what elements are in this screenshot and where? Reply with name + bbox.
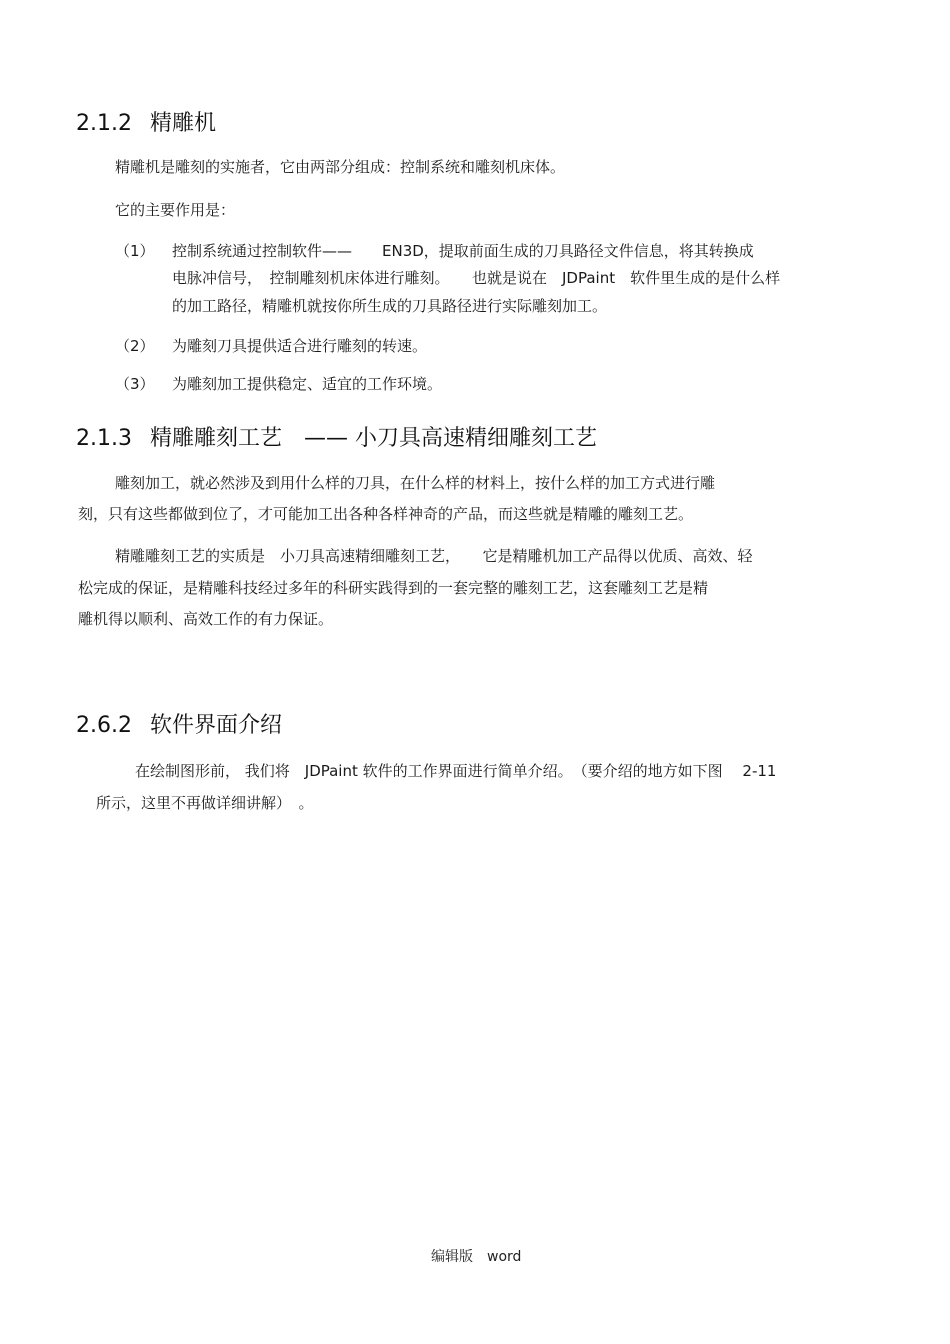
- list-item-line: 控制系统通过控制软件—— EN3D，提取前面生成的刀具路径文件信息，将其转换成: [172, 242, 754, 260]
- list-item-line: 电脉冲信号， 控制雕刻机床体进行雕刻。 也就是说在 JDPaint 软件里生成的是什么样: [172, 269, 781, 287]
- heading-2-1-2: [76, 110, 216, 138]
- heading-number: 2.1.3: [76, 426, 132, 451]
- list-item-line: 为雕刻加工提供稳定、适宜的工作环境。: [172, 375, 443, 393]
- paragraph-line: 雕机得以顺利、高效工作的有力保证。: [78, 610, 334, 628]
- paragraph-line: 雕刻加工，就必然涉及到用什么样的刀具，在什么样的材料上，按什么样的加工方式进行雕: [115, 474, 716, 492]
- heading-number: 2.6.2: [76, 713, 132, 738]
- heading-title: 精雕机: [149, 111, 216, 136]
- page-footer: 编辑版 word: [431, 1249, 522, 1265]
- list-item-number: （3）: [115, 375, 155, 393]
- paragraph-line: 刻，只有这些都做到位了，才可能加工出各种各样神奇的产品，而这些就是精雕的雕刻工艺。: [78, 505, 694, 523]
- heading-title: 精雕雕刻工艺 —— 小刀具高速精细雕刻工艺: [149, 426, 597, 451]
- paragraph-line: 精雕雕刻工艺的实质是 小刀具高速精细雕刻工艺， 它是精雕机加工产品得以优质、高效、轻: [115, 547, 753, 565]
- list-item-line: 的加工路径，精雕机就按你所生成的刀具路径进行实际雕刻加工。: [172, 297, 608, 315]
- paragraph-line: 在绘制图形前， 我们将 JDPaint 软件的工作界面进行简单介绍。 （要介绍的地方如下图 2-11: [135, 762, 777, 780]
- list-item-number: （1）: [115, 242, 155, 260]
- heading-number: 2.1.2: [76, 111, 132, 136]
- list-item-line: 为雕刻刀具提供适合进行雕刻的转速。: [172, 337, 428, 355]
- paragraph-line: 所示，这里不再做详细讲解） 。: [96, 794, 314, 812]
- heading-2-1-3: [76, 425, 597, 453]
- heading-2-6-2: [76, 712, 282, 740]
- heading-title: 软件界面介绍: [149, 713, 282, 738]
- paragraph: 精雕机是雕刻的实施者，它由两部分组成：控制系统和雕刻机床体。: [115, 158, 566, 176]
- paragraph: 它的主要作用是：: [115, 201, 236, 219]
- list-item-number: （2）: [115, 337, 155, 355]
- paragraph-line: 松完成的保证，是精雕科技经过多年的科研实践得到的一套完整的雕刻工艺，这套雕刻工艺是精: [78, 579, 709, 597]
